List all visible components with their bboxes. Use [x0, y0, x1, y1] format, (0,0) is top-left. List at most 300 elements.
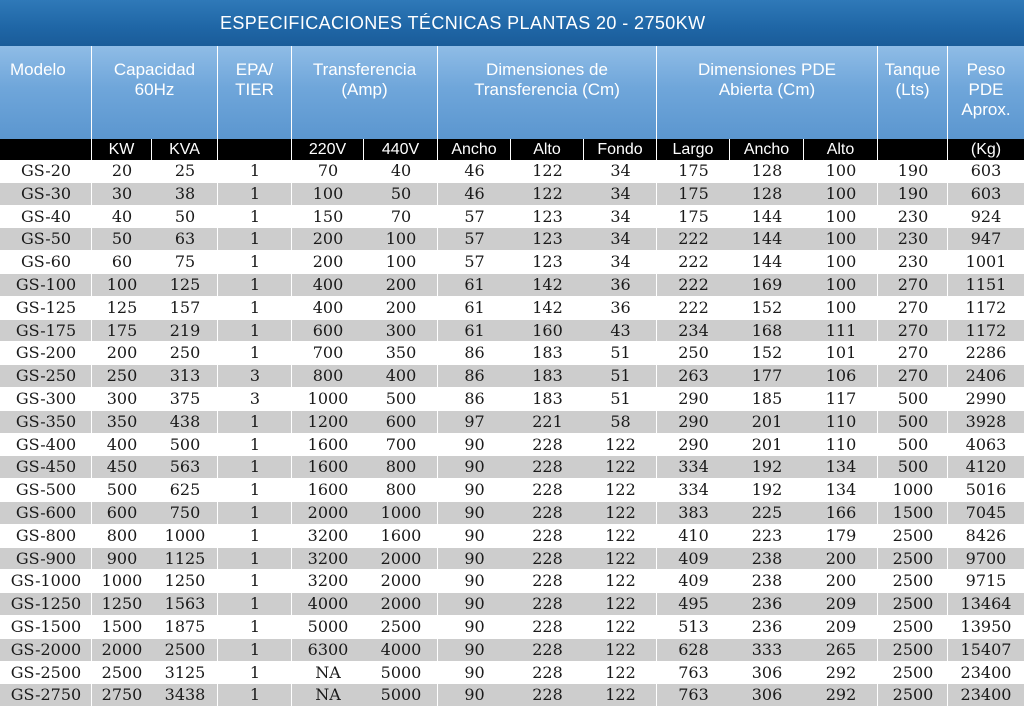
cell-amp-440v: 200 — [385, 274, 417, 294]
cell-trans-ancho: 90 — [464, 548, 485, 568]
cell-pde-largo: 222 — [678, 229, 709, 249]
cell-pde-ancho: 201 — [751, 434, 783, 454]
cell-amp-220v: 4000 — [307, 594, 349, 614]
cell-trans-alto: 228 — [532, 639, 563, 659]
header-transferencia: Transferencia (Amp) — [292, 46, 438, 139]
cell-pde-ancho: 192 — [751, 480, 783, 500]
cell-amp-220v: 5000 — [307, 616, 349, 636]
unit-header-trans-alto: Alto — [511, 139, 584, 160]
cell-peso: 4063 — [965, 434, 1007, 454]
cell-pde-largo: 234 — [678, 320, 709, 340]
cell-kw: 175 — [106, 320, 138, 340]
cell-amp-220v: 3200 — [307, 548, 349, 568]
cell-pde-largo: 334 — [678, 480, 709, 500]
table-row — [0, 183, 1024, 206]
cell-kw: 2000 — [101, 639, 143, 659]
cell-epa-tier: 1 — [249, 685, 261, 705]
cell-pde-ancho: 168 — [751, 320, 783, 340]
cell-tanque: 2500 — [892, 616, 934, 636]
cell-trans-ancho: 57 — [464, 252, 485, 272]
cell-trans-ancho: 61 — [464, 320, 485, 340]
cell-epa-tier: 1 — [249, 411, 261, 431]
header-epa-tier: EPA/ TIER — [218, 46, 292, 139]
table-row — [0, 297, 1024, 320]
cell-amp-440v: 800 — [385, 480, 417, 500]
cell-amp-220v: 1600 — [307, 434, 349, 454]
cell-modelo: GS-20 — [20, 161, 72, 180]
cell-tanque: 500 — [897, 434, 929, 454]
cell-peso: 1172 — [965, 320, 1007, 340]
cell-tanque: 1000 — [892, 480, 934, 500]
table-row — [0, 570, 1024, 593]
cell-modelo: GS-40 — [20, 206, 72, 226]
cell-amp-220v: 1000 — [307, 388, 349, 408]
cell-kva: 2500 — [164, 639, 206, 659]
table-row — [0, 502, 1024, 525]
cell-kw: 350 — [106, 411, 138, 431]
table-row — [0, 228, 1024, 251]
cell-trans-alto: 228 — [532, 457, 563, 477]
cell-modelo: GS-60 — [20, 252, 72, 272]
cell-amp-440v: 300 — [385, 320, 417, 340]
cell-epa-tier: 1 — [249, 229, 261, 249]
table-row — [0, 411, 1024, 434]
cell-modelo: GS-125 — [15, 297, 77, 317]
unit-header-epa-tier — [218, 139, 292, 160]
cell-kw: 300 — [106, 388, 138, 408]
cell-trans-fondo: 122 — [605, 480, 636, 500]
cell-pde-ancho: 128 — [751, 161, 783, 180]
cell-tanque: 230 — [897, 206, 929, 226]
header-capacidad: Capacidad 60Hz — [92, 46, 218, 139]
cell-peso: 13464 — [960, 594, 1012, 614]
cell-pde-alto: 166 — [825, 502, 857, 522]
cell-kva: 125 — [169, 274, 201, 294]
cell-trans-ancho: 61 — [464, 274, 485, 294]
cell-trans-ancho: 90 — [464, 594, 485, 614]
cell-trans-fondo: 122 — [605, 594, 636, 614]
table-row — [0, 320, 1024, 343]
cell-amp-440v: 800 — [385, 457, 417, 477]
cell-trans-ancho: 90 — [464, 616, 485, 636]
cell-kw: 250 — [106, 366, 138, 386]
cell-pde-alto: 292 — [825, 685, 857, 705]
cell-trans-alto: 123 — [532, 229, 563, 249]
cell-pde-ancho: 144 — [751, 206, 783, 226]
cell-kva: 219 — [169, 320, 201, 340]
cell-pde-ancho: 169 — [751, 274, 783, 294]
cell-peso: 603 — [970, 161, 1002, 180]
cell-pde-largo: 290 — [678, 434, 709, 454]
table-title-text: ESPECIFICACIONES TÉCNICAS PLANTAS 20 - 2750KW — [220, 12, 706, 33]
cell-pde-ancho: 236 — [751, 616, 783, 636]
cell-pde-ancho: 306 — [751, 662, 783, 682]
cell-pde-alto: 200 — [825, 571, 857, 591]
cell-amp-440v: 700 — [385, 434, 417, 454]
cell-tanque: 270 — [897, 297, 929, 317]
cell-pde-ancho: 236 — [751, 594, 783, 614]
cell-epa-tier: 1 — [249, 206, 261, 226]
cell-tanque: 2500 — [892, 571, 934, 591]
cell-kw: 60 — [111, 252, 133, 272]
cell-pde-ancho: 306 — [751, 685, 783, 705]
unit-header-amp-220v: 220V — [292, 139, 364, 160]
cell-trans-alto: 228 — [532, 616, 563, 636]
table-row — [0, 479, 1024, 502]
cell-amp-220v: 1600 — [307, 457, 349, 477]
cell-pde-ancho: 333 — [751, 639, 783, 659]
cell-modelo: GS-1500 — [10, 616, 82, 636]
cell-epa-tier: 1 — [249, 320, 261, 340]
cell-amp-440v: 1000 — [380, 502, 422, 522]
cell-kva: 75 — [174, 252, 196, 272]
cell-peso: 947 — [970, 229, 1002, 249]
table-row — [0, 662, 1024, 685]
cell-peso: 2406 — [965, 366, 1007, 386]
cell-trans-alto: 228 — [532, 502, 563, 522]
cell-amp-440v: 2000 — [380, 548, 422, 568]
cell-pde-alto: 209 — [825, 594, 857, 614]
cell-modelo: GS-2000 — [10, 639, 82, 659]
unit-header-peso: (Kg) — [970, 141, 1002, 158]
cell-trans-alto: 122 — [532, 183, 563, 203]
cell-tanque: 230 — [897, 252, 929, 272]
cell-peso: 4120 — [965, 457, 1007, 477]
cell-amp-440v: 50 — [390, 183, 412, 203]
cell-kva: 50 — [174, 206, 196, 226]
cell-epa-tier: 1 — [249, 662, 261, 682]
cell-trans-ancho: 90 — [464, 434, 485, 454]
cell-pde-alto: 110 — [825, 434, 857, 454]
cell-trans-ancho: 90 — [464, 525, 485, 545]
cell-epa-tier: 1 — [249, 480, 261, 500]
header-peso: Peso PDE Aprox. — [961, 60, 1011, 119]
table-row — [0, 342, 1024, 365]
cell-modelo: GS-2500 — [10, 662, 82, 682]
cell-amp-220v: 200 — [312, 229, 344, 249]
cell-kw: 50 — [111, 229, 133, 249]
cell-tanque: 2500 — [892, 685, 934, 705]
cell-trans-alto: 122 — [532, 161, 563, 180]
cell-amp-440v: 2000 — [380, 594, 422, 614]
cell-modelo: GS-400 — [15, 434, 77, 454]
table-row — [0, 160, 1024, 183]
cell-kw: 30 — [111, 183, 133, 203]
cell-pde-ancho: 201 — [751, 411, 783, 431]
unit-header-modelo — [0, 139, 92, 160]
cell-amp-440v: 2000 — [380, 571, 422, 591]
cell-trans-alto: 183 — [532, 366, 563, 386]
cell-epa-tier: 1 — [249, 548, 261, 568]
cell-pde-alto: 111 — [825, 320, 857, 340]
cell-amp-440v: 4000 — [380, 639, 422, 659]
cell-amp-220v: 400 — [312, 274, 344, 294]
cell-pde-largo: 409 — [678, 548, 709, 568]
cell-kw: 400 — [106, 434, 138, 454]
cell-epa-tier: 1 — [249, 457, 261, 477]
cell-kva: 1000 — [164, 525, 206, 545]
cell-kw: 1000 — [101, 571, 143, 591]
cell-tanque: 270 — [897, 366, 929, 386]
cell-pde-ancho: 144 — [751, 229, 783, 249]
cell-amp-440v: 100 — [385, 229, 417, 249]
cell-pde-alto: 100 — [825, 274, 857, 294]
table-row — [0, 274, 1024, 297]
cell-amp-440v: 600 — [385, 411, 417, 431]
cell-pde-alto: 110 — [825, 411, 857, 431]
cell-amp-440v: 400 — [385, 366, 417, 386]
cell-tanque: 500 — [897, 388, 929, 408]
cell-kva: 38 — [174, 183, 196, 203]
cell-pde-largo: 410 — [678, 525, 709, 545]
cell-kw: 40 — [111, 206, 133, 226]
header-tanque: Tanque (Lts) — [878, 46, 948, 139]
cell-kw: 900 — [106, 548, 138, 568]
cell-modelo: GS-600 — [15, 502, 77, 522]
cell-trans-fondo: 51 — [610, 388, 631, 408]
spec-table-body — [0, 160, 1024, 707]
cell-kw: 800 — [106, 525, 138, 545]
cell-epa-tier: 1 — [249, 616, 261, 636]
cell-amp-220v: 200 — [312, 252, 344, 272]
cell-pde-alto: 134 — [825, 480, 857, 500]
table-row — [0, 456, 1024, 479]
cell-pde-alto: 179 — [825, 525, 857, 545]
cell-peso: 23400 — [960, 685, 1012, 705]
cell-peso: 9715 — [965, 571, 1007, 591]
cell-amp-220v: 700 — [312, 343, 344, 363]
cell-trans-alto: 228 — [532, 662, 563, 682]
cell-pde-ancho: 128 — [751, 183, 783, 203]
cell-epa-tier: 1 — [249, 639, 261, 659]
cell-pde-alto: 100 — [825, 183, 857, 203]
cell-pde-ancho: 225 — [751, 502, 783, 522]
cell-modelo: GS-250 — [15, 366, 77, 386]
cell-trans-alto: 123 — [532, 206, 563, 226]
cell-modelo: GS-450 — [15, 457, 77, 477]
cell-tanque: 500 — [897, 457, 929, 477]
cell-peso: 8426 — [965, 525, 1007, 545]
cell-kw: 600 — [106, 502, 138, 522]
cell-pde-largo: 222 — [678, 274, 709, 294]
cell-pde-largo: 763 — [678, 685, 709, 705]
cell-trans-fondo: 34 — [610, 161, 631, 180]
cell-kva: 563 — [169, 457, 201, 477]
cell-amp-440v: 2500 — [380, 616, 422, 636]
cell-trans-ancho: 97 — [464, 411, 485, 431]
table-row — [0, 593, 1024, 616]
cell-kva: 63 — [174, 229, 196, 249]
cell-trans-fondo: 122 — [605, 434, 636, 454]
cell-modelo: GS-900 — [15, 548, 77, 568]
cell-kva: 25 — [174, 161, 196, 180]
cell-trans-fondo: 122 — [605, 571, 636, 591]
cell-peso: 1172 — [965, 297, 1007, 317]
cell-pde-alto: 100 — [825, 161, 857, 180]
cell-trans-fondo: 122 — [605, 639, 636, 659]
cell-pde-ancho: 238 — [751, 548, 783, 568]
cell-pde-largo: 409 — [678, 571, 709, 591]
cell-epa-tier: 1 — [249, 161, 261, 180]
cell-kva: 438 — [169, 411, 201, 431]
cell-epa-tier: 1 — [249, 297, 261, 317]
cell-amp-440v: 350 — [385, 343, 417, 363]
cell-tanque: 270 — [897, 274, 929, 294]
cell-kw: 1250 — [101, 594, 143, 614]
table-row — [0, 548, 1024, 571]
cell-trans-ancho: 61 — [464, 297, 485, 317]
unit-header-kw: KW — [92, 139, 152, 160]
cell-amp-220v: NA — [315, 685, 341, 705]
cell-pde-largo: 334 — [678, 457, 709, 477]
cell-kw: 125 — [106, 297, 138, 317]
cell-pde-largo: 513 — [678, 616, 709, 636]
cell-pde-alto: 101 — [825, 343, 857, 363]
cell-trans-fondo: 51 — [610, 366, 631, 386]
cell-trans-fondo: 122 — [605, 548, 636, 568]
cell-kva: 250 — [169, 343, 201, 363]
cell-amp-220v: 70 — [317, 161, 339, 180]
cell-amp-440v: 200 — [385, 297, 417, 317]
cell-kw: 450 — [106, 457, 138, 477]
cell-trans-alto: 228 — [532, 571, 563, 591]
cell-epa-tier: 1 — [249, 183, 261, 203]
cell-peso: 924 — [970, 206, 1002, 226]
unit-header-pde-alto: Alto — [804, 139, 878, 160]
cell-amp-220v: 400 — [312, 297, 344, 317]
unit-header-tanque — [878, 139, 948, 160]
cell-pde-largo: 495 — [678, 594, 709, 614]
cell-trans-ancho: 90 — [464, 571, 485, 591]
cell-trans-fondo: 51 — [610, 343, 631, 363]
cell-pde-largo: 290 — [678, 388, 709, 408]
table-row — [0, 639, 1024, 662]
cell-tanque: 2500 — [892, 594, 934, 614]
cell-trans-alto: 183 — [532, 343, 563, 363]
cell-pde-largo: 250 — [678, 343, 709, 363]
cell-amp-220v: 150 — [312, 206, 344, 226]
table-row — [0, 251, 1024, 274]
cell-epa-tier: 3 — [249, 388, 261, 408]
cell-pde-largo: 175 — [678, 161, 709, 180]
cell-kva: 157 — [169, 297, 201, 317]
cell-kva: 1563 — [164, 594, 206, 614]
cell-peso: 2990 — [965, 388, 1007, 408]
cell-peso: 3928 — [965, 411, 1007, 431]
cell-amp-220v: NA — [315, 662, 341, 682]
cell-kva: 3125 — [164, 662, 206, 682]
unit-header-trans-ancho: Ancho — [438, 139, 511, 160]
cell-amp-220v: 6300 — [307, 639, 349, 659]
cell-amp-220v: 3200 — [307, 525, 349, 545]
cell-amp-220v: 1200 — [307, 411, 349, 431]
cell-trans-fondo: 122 — [605, 662, 636, 682]
cell-peso: 5016 — [965, 480, 1007, 500]
cell-pde-alto: 106 — [825, 366, 857, 386]
cell-kw: 1500 — [101, 616, 143, 636]
cell-trans-fondo: 34 — [610, 206, 631, 226]
cell-pde-ancho: 144 — [751, 252, 783, 272]
cell-trans-ancho: 90 — [464, 639, 485, 659]
cell-kva: 3438 — [164, 685, 206, 705]
cell-trans-ancho: 57 — [464, 206, 485, 226]
cell-amp-220v: 2000 — [307, 502, 349, 522]
cell-pde-largo: 222 — [678, 297, 709, 317]
cell-epa-tier: 1 — [249, 434, 261, 454]
cell-kva: 500 — [169, 434, 201, 454]
column-header-row — [0, 46, 1024, 139]
cell-kva: 1125 — [164, 548, 206, 568]
table-row — [0, 206, 1024, 229]
cell-pde-ancho: 152 — [751, 343, 783, 363]
cell-kva: 313 — [169, 366, 201, 386]
cell-tanque: 500 — [897, 411, 929, 431]
cell-kva: 625 — [169, 480, 201, 500]
unit-header-amp-440v: 440V — [364, 139, 438, 160]
cell-trans-alto: 228 — [532, 548, 563, 568]
cell-modelo: GS-1250 — [10, 594, 82, 614]
cell-peso: 1001 — [965, 252, 1007, 272]
cell-trans-alto: 221 — [532, 411, 563, 431]
cell-trans-alto: 228 — [532, 685, 563, 705]
cell-tanque: 270 — [897, 343, 929, 363]
table-title — [0, 0, 1024, 46]
cell-epa-tier: 1 — [249, 525, 261, 545]
cell-pde-largo: 263 — [678, 366, 709, 386]
cell-amp-220v: 800 — [312, 366, 344, 386]
cell-amp-440v: 5000 — [380, 662, 422, 682]
cell-trans-fondo: 122 — [605, 525, 636, 545]
table-row — [0, 616, 1024, 639]
cell-kw: 500 — [106, 480, 138, 500]
cell-trans-fondo: 36 — [610, 297, 631, 317]
cell-trans-ancho: 86 — [464, 388, 485, 408]
cell-modelo: GS-30 — [20, 183, 72, 203]
cell-tanque: 2500 — [892, 639, 934, 659]
cell-trans-alto: 228 — [532, 525, 563, 545]
cell-kw: 200 — [106, 343, 138, 363]
cell-kva: 1875 — [164, 616, 206, 636]
cell-amp-440v: 40 — [390, 161, 412, 180]
cell-trans-fondo: 122 — [605, 457, 636, 477]
cell-pde-ancho: 192 — [751, 457, 783, 477]
cell-pde-ancho: 152 — [751, 297, 783, 317]
cell-trans-fondo: 34 — [610, 229, 631, 249]
cell-trans-ancho: 90 — [464, 457, 485, 477]
cell-amp-440v: 100 — [385, 252, 417, 272]
cell-modelo: GS-50 — [20, 229, 72, 249]
cell-trans-ancho: 57 — [464, 229, 485, 249]
header-dim-transferencia: Dimensiones de Transferencia (Cm) — [438, 46, 657, 139]
cell-kw: 2500 — [101, 662, 143, 682]
cell-kw: 20 — [111, 161, 133, 180]
cell-trans-fondo: 122 — [605, 616, 636, 636]
table-row — [0, 388, 1024, 411]
cell-peso: 2286 — [965, 343, 1007, 363]
cell-trans-alto: 228 — [532, 434, 563, 454]
cell-peso: 1151 — [965, 274, 1007, 294]
cell-modelo: GS-200 — [15, 343, 77, 363]
cell-pde-largo: 222 — [678, 252, 709, 272]
cell-trans-ancho: 46 — [464, 183, 485, 203]
cell-epa-tier: 3 — [249, 366, 261, 386]
cell-trans-ancho: 90 — [464, 502, 485, 522]
cell-amp-440v: 1600 — [380, 525, 422, 545]
cell-peso: 9700 — [965, 548, 1007, 568]
cell-kva: 750 — [169, 502, 201, 522]
cell-kw: 2750 — [101, 685, 143, 705]
cell-trans-alto: 183 — [532, 388, 563, 408]
